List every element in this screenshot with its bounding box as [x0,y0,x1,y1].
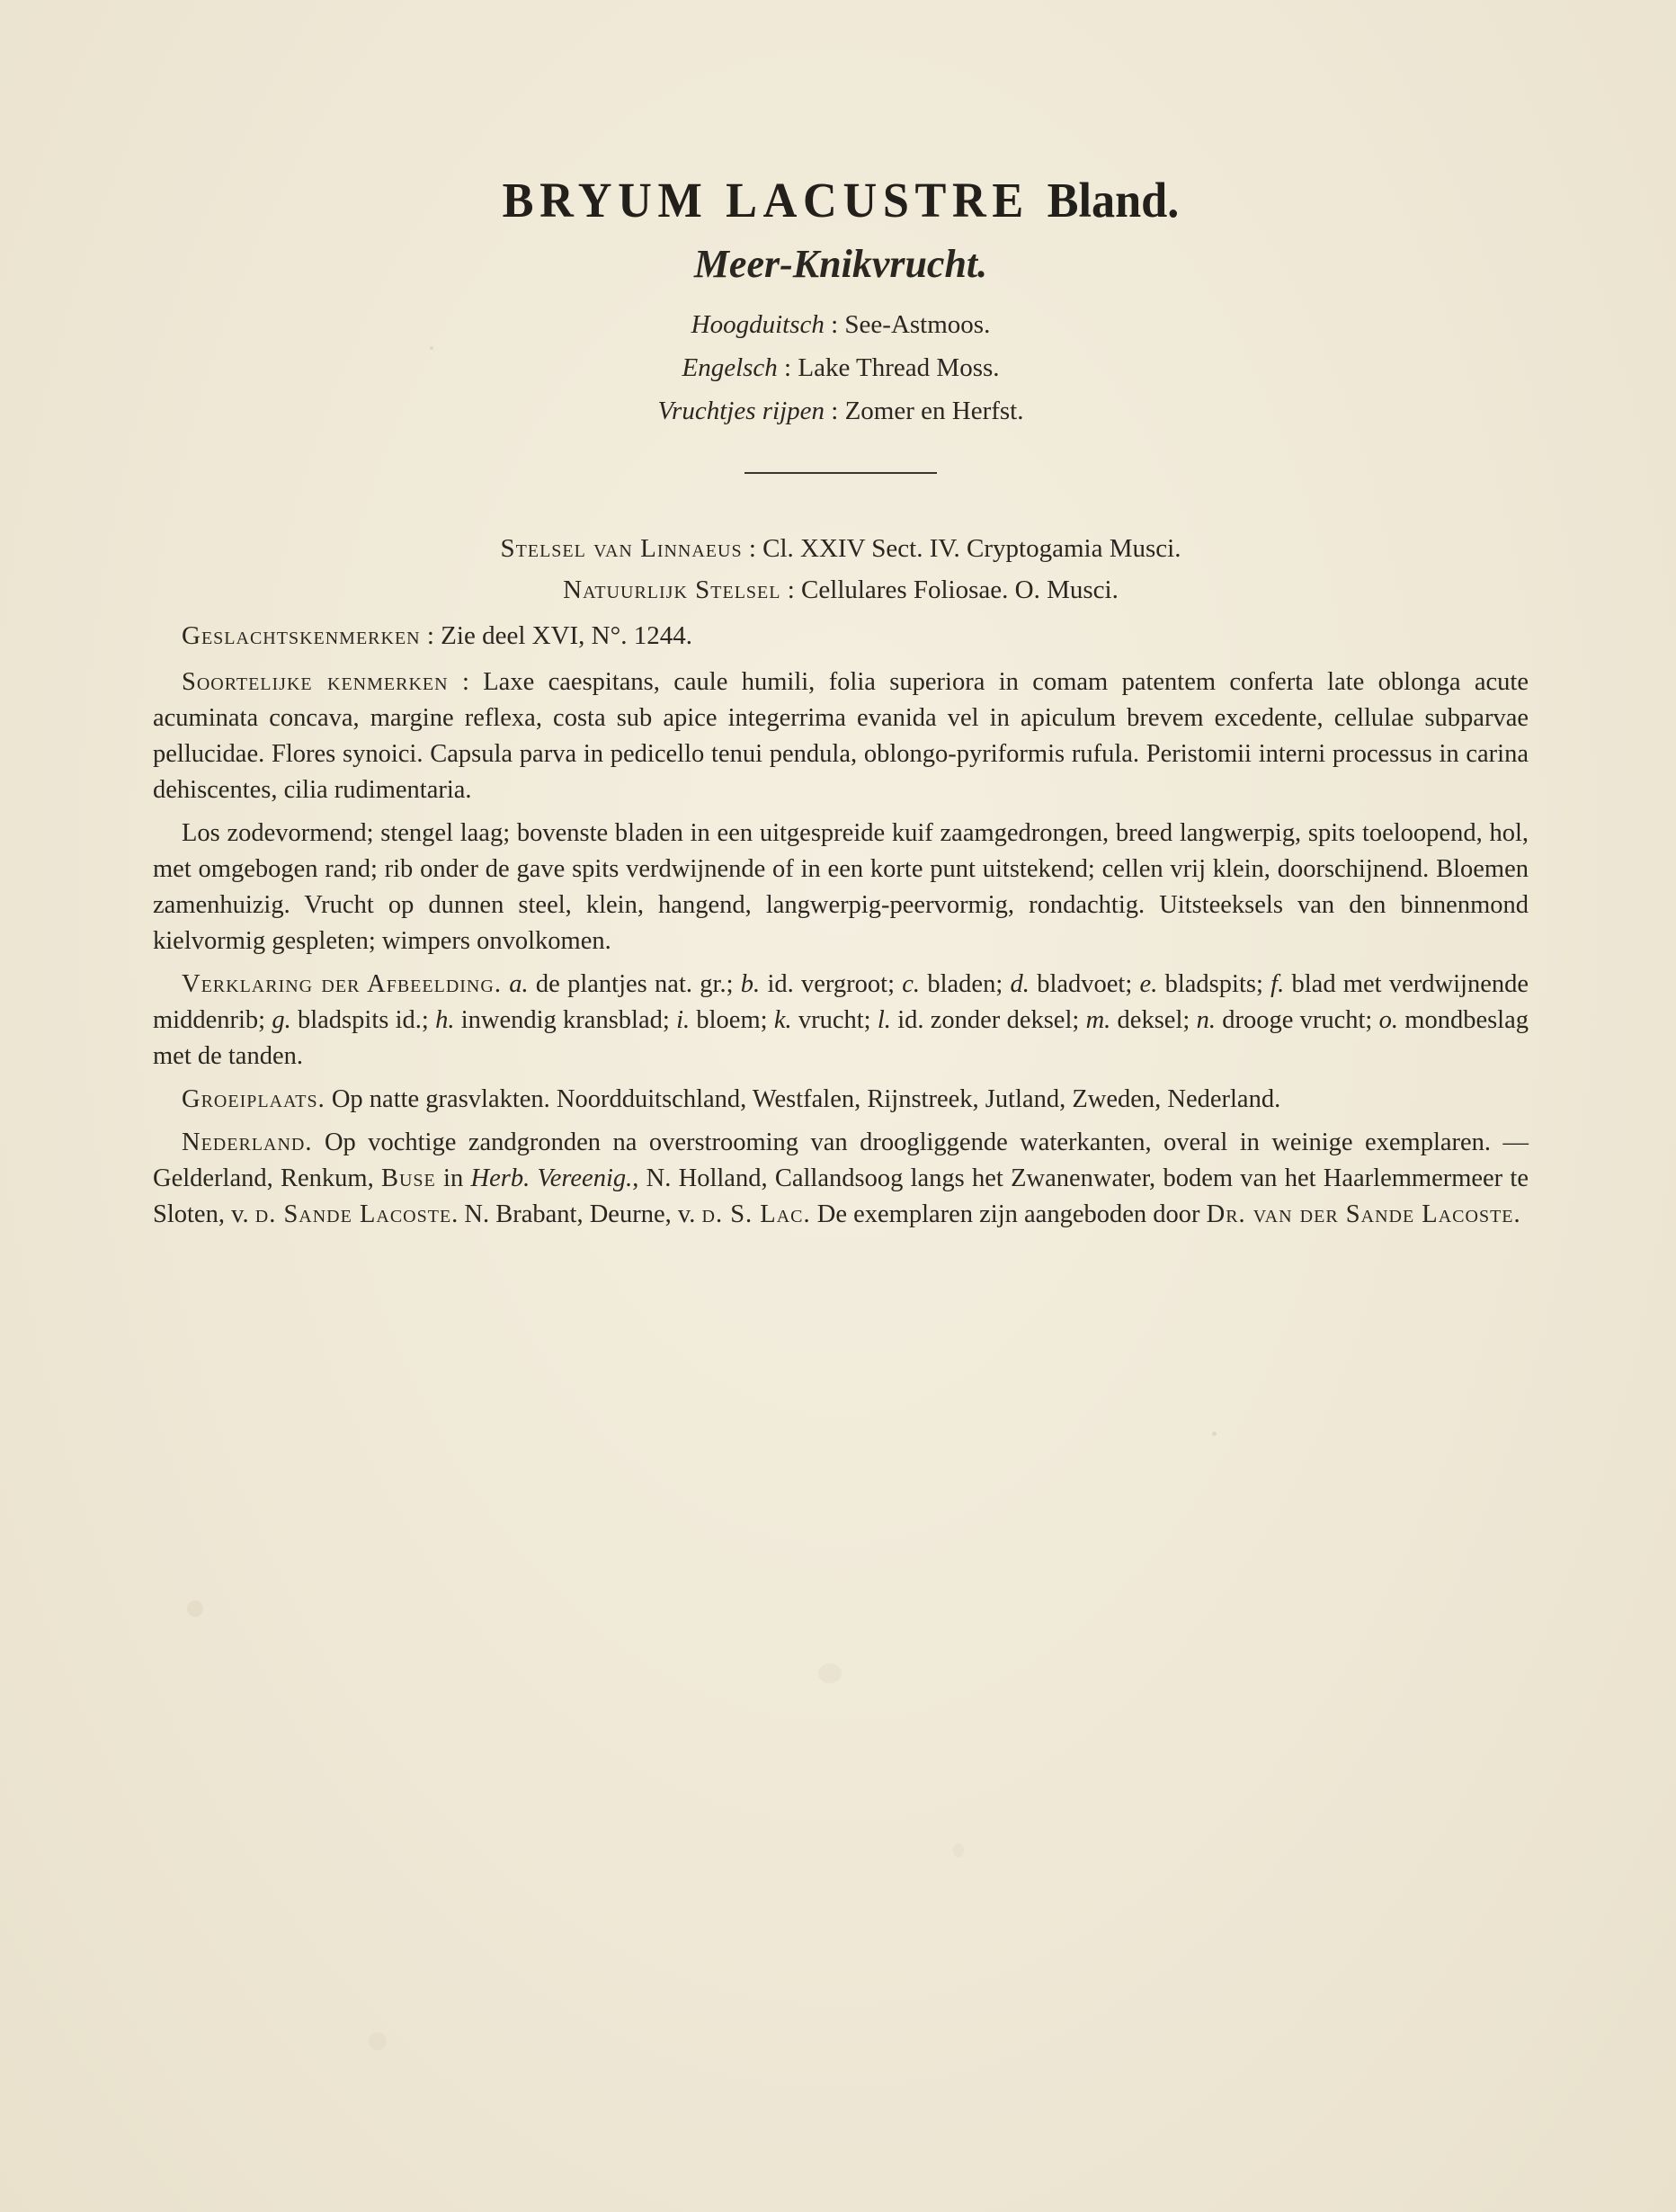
figure-text: vrucht; [791,1006,878,1034]
genus-characters [153,618,1529,654]
section-label: Natuurlijk Stelsel [563,575,781,604]
figure-key: d. [1010,970,1030,998]
figure-text: bladen; [920,970,1011,998]
figure-key: c. [902,970,921,998]
vernacular-value: See-Astmoos. [844,310,991,339]
figure-key: h. [435,1006,455,1034]
vernacular-sep: : [825,397,845,425]
document-body [153,171,1529,1240]
species-characters-dutch: Los zodevormend; stengel laag; bovenste bladen in een uitgespreide kuif zaamgedrongen, breed langwerpig, spits toeloopend, hol, met omgebogen rand; rib onder de gave spits verdwijnende of in een korte punt uitstekend; cellen vrij klein, doorschijnend. Bloemen zamenhuizig. Vrucht op dunnen steel, klein, hangend, langwerpig-peervormig, rondachtig. Uitsteeksels van den binnenmond kielvormig gespleten; wimpers onvolkomen. [153,819,1529,955]
speck [953,1843,964,1858]
figure-text: inwendig kransblad; [454,1006,677,1034]
figure-text: id. vergroot; [760,970,903,998]
speck [369,2032,387,2050]
speck [1212,1432,1217,1436]
dutch-name: Meer-Knikvrucht. [693,242,988,286]
natural-system [153,569,1529,611]
section-label: Stelsel van Linnaeus [500,534,743,563]
speck [818,1663,842,1683]
species-author: Bland. [1047,173,1180,227]
distribution-text: in [435,1164,471,1192]
species-title [187,171,1494,230]
figure-text: deksel; [1110,1006,1197,1034]
vernacular-label: Hoogduitsch [691,310,825,339]
vernacular-sep: : [777,353,798,382]
figure-text: bloem; [690,1006,774,1034]
vernacular-label: Vruchtjes rijpen [657,397,825,425]
vernacular-english [153,346,1529,389]
linnaeus-system [153,528,1529,569]
figure-text: bladspits id.; [290,1006,436,1034]
figure-text: de plantjes nat. gr.; [528,970,741,998]
collector-name: d. Sande Lacoste [254,1200,452,1228]
section-label: Soortelijke kenmerken [182,668,449,696]
vernacular-german [153,303,1529,346]
figure-key: b. [740,970,761,998]
vernacular-value: Zomer en Herfst. [844,397,1024,425]
distribution-text: Op vochtige zandgronden na overstrooming van droogliggende waterkanten, overal in weinige exemplaren. — Gelderland, Renkum, [153,1128,1529,1192]
figure-key: n. [1196,1006,1216,1034]
figure-key: l. [877,1006,891,1034]
speck [187,1601,203,1617]
netherlands-distribution [153,1125,1529,1233]
figure-text: id. zonder deksel; [890,1006,1086,1034]
figure-key: e. [1139,970,1158,998]
vernacular-value: Lake Thread Moss. [798,353,1000,382]
distribution-text: . N. Brabant, Deurne, v. [451,1200,702,1228]
section-label: Verklaring der Afbeelding. [182,970,502,998]
habitat [153,1082,1529,1118]
section-label: Nederland. [182,1128,313,1156]
section-value: : Cl. XXIV Sect. IV. Cryptogamia Musci. [742,534,1181,563]
figure-text: blad met verdwijnende middenrib; [153,970,1529,1034]
figure-key: o. [1378,1006,1398,1034]
collector-name: d. S. Lac. [701,1200,811,1228]
figure-key: f. [1270,970,1285,998]
vernacular-label: Engelsch [682,353,778,382]
section-value: : Cellulares Foliosae. O. Musci. [780,575,1119,604]
figure-key: i. [676,1006,691,1034]
section-label: Groeiplaats. [182,1085,325,1113]
species-name: BRYUM LACUSTRE [502,173,1030,227]
figure-text: bladspits; [1157,970,1271,998]
herbarium-name: Herb. Vereenig. [470,1164,633,1192]
section-label: Geslachtskenmerken [182,621,421,650]
plate-explanation [153,967,1529,1075]
vernacular-sep: : [824,310,845,339]
distribution-text: De exemplaren zijn aangeboden door [810,1200,1207,1228]
figure-text: drooge vrucht; [1215,1006,1379,1034]
figure-key: g. [272,1006,291,1034]
figure-text: bladvoet; [1029,970,1140,998]
habitat-text: Op natte grasvlakten. Noordduitschland, Westfalen, Rijnstreek, Jutland, Zweden, Nederland. [325,1085,1281,1113]
distribution-text: , N. Holland, Callandsoog langs het Zwanenwater, bodem van het Haarlemmermeer te Sloten, v. [153,1164,1529,1228]
species-characters-latin [153,664,1529,808]
divider-rule [744,472,937,474]
figure-key: k. [773,1006,792,1034]
vernacular-ripening [153,389,1529,433]
figure-key: m. [1085,1006,1111,1034]
figure-text: mondbeslag met de tanden. [153,1006,1529,1070]
section-value: : Zie deel XVI, N°. 1244. [420,621,692,650]
donor-name: Dr. van der Sande Lacoste [1206,1200,1514,1228]
latin-description: : Laxe caespitans, caule humili, folia superiora in comam patentem conferta late oblonga acute acuminata concava, margine reflexa, costa sub apice integerrima evanida vel in apiculum brevem excedente, cellulae subparvae pellucidae. Flores synoici. Capsula parva in pedicello tenui pendula, oblongo-pyriformis rufula. Peristomii interni processus in carina dehiscentes, cilia rudimentaria. [153,668,1529,804]
distribution-text: . [1513,1200,1520,1228]
figure-key: a. [509,970,529,998]
collector-name: Buse [380,1164,436,1192]
